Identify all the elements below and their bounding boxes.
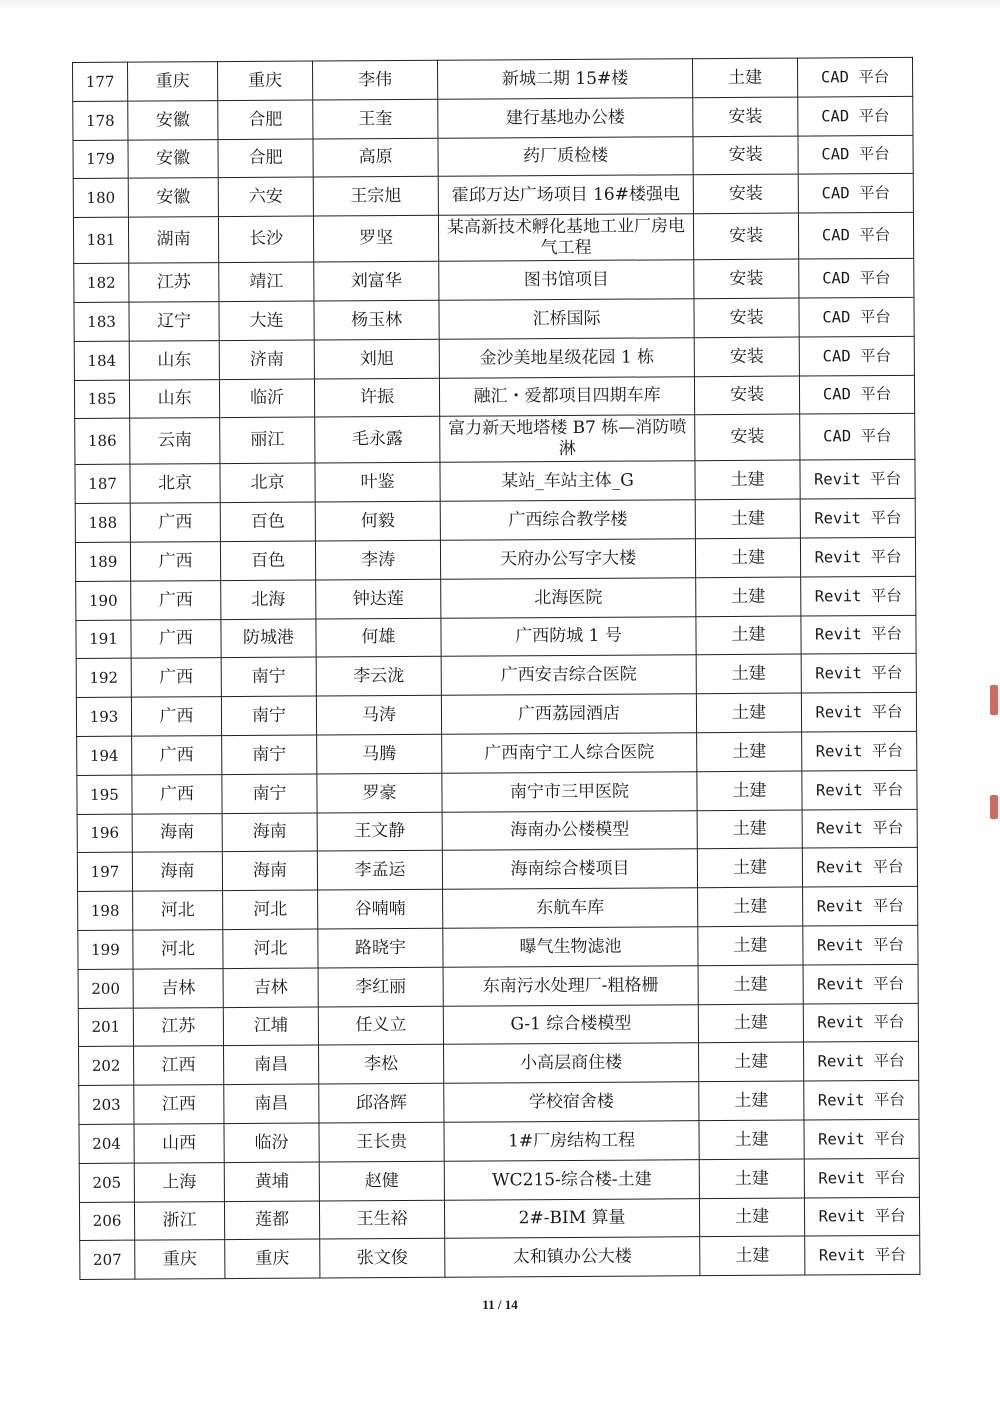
discipline-cell: 安装: [693, 97, 798, 136]
person-name-cell: 李云泷: [316, 657, 441, 697]
platform-cell: Revit 平台: [804, 1158, 919, 1197]
city-cell: 大连: [219, 301, 314, 340]
row-number-cell: 185: [74, 380, 129, 419]
province-cell: 江西: [134, 1085, 224, 1124]
discipline-cell: 土建: [699, 1159, 804, 1198]
city-cell: 防城港: [221, 619, 316, 658]
platform-cell: CAD 平台: [799, 336, 914, 375]
platform-cell: Revit 平台: [801, 693, 916, 732]
discipline-cell: 土建: [697, 810, 802, 849]
table-row: [77, 848, 917, 892]
discipline-cell: 土建: [695, 460, 800, 499]
table-row: [74, 336, 914, 380]
row-number-cell: 206: [79, 1202, 134, 1241]
project-name-cell: 南宁市三甲医院: [442, 771, 697, 811]
platform-cell: CAD 平台: [799, 297, 914, 336]
row-number-cell: 187: [75, 465, 130, 504]
province-cell: 河北: [133, 930, 223, 969]
person-name-cell: 王宗旭: [313, 177, 438, 217]
project-name-cell: 东南污水处理厂-粗格栅: [443, 965, 698, 1005]
project-name-cell: 海南综合楼项目: [442, 849, 697, 889]
city-cell: 重庆: [225, 1239, 320, 1278]
discipline-cell: 土建: [699, 1081, 804, 1120]
project-name-cell: 广西荔园酒店: [441, 694, 696, 734]
row-number-cell: 198: [78, 891, 133, 930]
table-row: [75, 499, 915, 543]
person-name-cell: 罗坚: [313, 215, 438, 262]
row-number-cell: 197: [77, 852, 132, 891]
project-name-cell: 图书馆项目: [439, 260, 694, 300]
row-number-cell: 202: [79, 1046, 134, 1085]
discipline-cell: 土建: [698, 926, 803, 965]
row-number-cell: 180: [73, 179, 128, 218]
province-cell: 安徽: [128, 178, 218, 217]
discipline-cell: 土建: [698, 887, 803, 926]
project-name-cell: 广西综合教学楼: [440, 500, 695, 540]
city-cell: 临汾: [224, 1123, 319, 1162]
row-number-cell: 192: [76, 659, 131, 698]
table-row: [77, 770, 917, 814]
province-cell: 山西: [134, 1124, 224, 1163]
city-cell: 南宁: [222, 774, 317, 813]
table-row: [78, 886, 918, 930]
platform-cell: CAD 平台: [797, 57, 912, 96]
row-number-cell: 191: [76, 620, 131, 659]
row-number-cell: 195: [77, 775, 132, 814]
project-name-cell: 北海医院: [441, 577, 696, 617]
table-row: [73, 174, 913, 218]
person-name-cell: 李松: [319, 1045, 444, 1085]
person-name-cell: 马腾: [317, 734, 442, 774]
project-name-cell: 融汇・爱都项目四期车库: [439, 376, 694, 416]
row-number-cell: 189: [75, 542, 130, 581]
platform-cell: CAD 平台: [799, 375, 914, 414]
person-name-cell: 刘旭: [314, 339, 439, 379]
platform-cell: Revit 平台: [800, 537, 915, 576]
person-name-cell: 毛永露: [315, 417, 440, 464]
city-cell: 江埔: [223, 1007, 318, 1046]
platform-cell: Revit 平台: [802, 731, 917, 770]
city-cell: 重庆: [218, 61, 313, 100]
discipline-cell: 安装: [695, 414, 800, 461]
province-cell: 广西: [132, 736, 222, 775]
platform-cell: CAD 平台: [799, 259, 914, 298]
person-name-cell: 刘富华: [314, 261, 439, 301]
row-number-cell: 205: [79, 1163, 134, 1202]
platform-cell: CAD 平台: [798, 213, 913, 260]
discipline-cell: 土建: [695, 499, 800, 538]
row-number-cell: 207: [80, 1240, 135, 1279]
province-cell: 海南: [132, 852, 222, 891]
person-name-cell: 王长贵: [319, 1122, 444, 1162]
city-cell: 海南: [222, 851, 317, 890]
city-cell: 北海: [221, 580, 316, 619]
province-cell: 北京: [130, 464, 220, 503]
person-name-cell: 钟达莲: [316, 579, 441, 619]
row-number-cell: 196: [77, 814, 132, 853]
person-name-cell: 李伟: [312, 60, 437, 100]
city-cell: 南昌: [224, 1045, 319, 1084]
province-cell: 云南: [130, 418, 220, 465]
table-row: [79, 1158, 919, 1202]
discipline-cell: 土建: [695, 538, 800, 577]
city-cell: 莲都: [224, 1201, 319, 1240]
province-cell: 山东: [129, 340, 219, 379]
row-number-cell: 203: [79, 1085, 134, 1124]
project-name-cell: 某高新技术孵化基地工业厂房电气工程: [438, 214, 693, 262]
row-number-cell: 201: [78, 1008, 133, 1047]
city-cell: 长沙: [218, 216, 313, 263]
table-row: [73, 213, 913, 264]
province-cell: 安徽: [128, 139, 218, 178]
discipline-cell: 安装: [694, 337, 799, 376]
province-cell: 河北: [133, 891, 223, 930]
person-name-cell: 邱洛辉: [319, 1083, 444, 1123]
platform-cell: Revit 平台: [805, 1236, 920, 1275]
project-name-cell: 东航车库: [443, 888, 698, 928]
row-number-cell: 178: [73, 101, 128, 140]
discipline-cell: 土建: [700, 1236, 805, 1275]
discipline-cell: 土建: [699, 1042, 804, 1081]
table-row: [76, 654, 916, 698]
project-name-cell: G-1 综合楼模型: [443, 1004, 698, 1044]
row-number-cell: 184: [74, 341, 129, 380]
row-number-cell: 200: [78, 969, 133, 1008]
person-name-cell: 李涛: [315, 540, 440, 580]
city-cell: 靖江: [219, 262, 314, 301]
row-number-cell: 182: [74, 263, 129, 302]
row-number-cell: 179: [73, 140, 128, 179]
city-cell: 合肥: [218, 100, 313, 139]
project-name-cell: 药厂质检楼: [438, 136, 693, 176]
discipline-cell: 安装: [694, 376, 799, 415]
project-name-cell: 建行基地办公楼: [438, 98, 693, 138]
row-number-cell: 186: [75, 419, 130, 465]
province-cell: 浙江: [134, 1201, 224, 1240]
project-name-cell: 太和镇办公大楼: [445, 1237, 700, 1277]
province-cell: 广西: [132, 774, 222, 813]
table-row: [73, 96, 913, 140]
platform-cell: Revit 平台: [800, 499, 915, 538]
table-row: [73, 57, 913, 101]
table-row: [79, 1042, 919, 1086]
discipline-cell: 土建: [699, 1198, 804, 1237]
platform-cell: Revit 平台: [801, 615, 916, 654]
discipline-cell: 土建: [697, 732, 802, 771]
person-name-cell: 谷喃喃: [318, 889, 443, 929]
project-name-cell: WC215-综合楼-土建: [444, 1159, 699, 1199]
project-name-cell: 富力新天地塔楼 B7 栋—消防喷淋: [440, 415, 695, 463]
row-number-cell: 177: [73, 62, 128, 101]
city-cell: 南宁: [221, 696, 316, 735]
person-name-cell: 马涛: [316, 695, 441, 735]
city-cell: 济南: [219, 340, 314, 379]
platform-cell: Revit 平台: [802, 770, 917, 809]
project-name-cell: 广西安吉综合医院: [441, 655, 696, 695]
province-cell: 山东: [129, 379, 219, 418]
city-cell: 南宁: [221, 657, 316, 696]
province-cell: 江苏: [133, 1007, 223, 1046]
discipline-cell: 安装: [694, 298, 799, 337]
province-cell: 广西: [131, 697, 221, 736]
table-row: [77, 809, 917, 853]
city-cell: 南昌: [224, 1084, 319, 1123]
platform-cell: CAD 平台: [798, 174, 913, 213]
row-number-cell: 194: [77, 736, 132, 775]
project-name-cell: 小高层商住楼: [444, 1043, 699, 1083]
city-cell: 吉林: [223, 968, 318, 1007]
scan-red-mark: [990, 795, 998, 819]
table-row: [78, 964, 918, 1008]
table-row: [75, 460, 915, 504]
province-cell: 广西: [130, 542, 220, 581]
project-name-cell: 2#-BIM 算量: [444, 1198, 699, 1238]
project-name-cell: 学校宿舍楼: [444, 1082, 699, 1122]
discipline-cell: 安装: [693, 174, 798, 213]
person-name-cell: 罗豪: [317, 773, 442, 813]
platform-cell: Revit 平台: [803, 1003, 918, 1042]
discipline-cell: 安装: [693, 213, 798, 260]
project-name-cell: 广西南宁工人综合医院: [442, 733, 697, 773]
city-cell: 临沂: [219, 379, 314, 418]
project-name-cell: 新城二期 15#楼: [437, 59, 692, 99]
province-cell: 广西: [131, 658, 221, 697]
table-row: [74, 259, 914, 303]
project-name-cell: 曝气生物滤池: [443, 927, 698, 967]
discipline-cell: 安装: [693, 136, 798, 175]
page-number: 11 / 14: [482, 1297, 518, 1312]
table-row: [73, 135, 913, 179]
province-cell: 吉林: [133, 968, 223, 1007]
person-name-cell: 杨玉林: [314, 300, 439, 340]
table-row: [79, 1119, 919, 1163]
scan-edge: [0, 0, 1000, 10]
province-cell: 安徽: [128, 100, 218, 139]
city-cell: 六安: [218, 177, 313, 216]
platform-cell: Revit 平台: [802, 848, 917, 887]
city-cell: 海南: [222, 813, 317, 852]
table-row: [75, 414, 915, 465]
table-row: [75, 537, 915, 581]
row-number-cell: 183: [74, 302, 129, 341]
table-row: [76, 693, 916, 737]
province-cell: 湖南: [128, 217, 218, 264]
person-name-cell: 许振: [314, 378, 439, 418]
table-row: [79, 1197, 919, 1241]
platform-cell: Revit 平台: [800, 460, 915, 499]
project-table: [72, 57, 920, 1280]
discipline-cell: 土建: [698, 1004, 803, 1043]
table-row: [74, 375, 914, 419]
platform-cell: Revit 平台: [803, 886, 918, 925]
city-cell: 百色: [220, 541, 315, 580]
project-name-cell: 天府办公写字大楼: [440, 539, 695, 579]
project-name-cell: 广西防城 1 号: [441, 616, 696, 656]
province-cell: 江苏: [129, 263, 219, 302]
table-row: [76, 576, 916, 620]
discipline-cell: 土建: [698, 965, 803, 1004]
project-name-cell: 霍邱万达广场项目 16#楼强电: [438, 175, 693, 215]
row-number-cell: 199: [78, 930, 133, 969]
platform-cell: Revit 平台: [804, 1080, 919, 1119]
row-number-cell: 204: [79, 1124, 134, 1163]
platform-cell: Revit 平台: [804, 1197, 919, 1236]
table-row: [76, 615, 916, 659]
platform-cell: CAD 平台: [798, 96, 913, 135]
row-number-cell: 181: [73, 217, 128, 263]
province-cell: 广西: [131, 580, 221, 619]
scan-red-mark: [990, 685, 998, 715]
person-name-cell: 张文俊: [320, 1239, 445, 1279]
discipline-cell: 土建: [692, 58, 797, 97]
city-cell: 河北: [223, 890, 318, 929]
person-name-cell: 李红丽: [318, 967, 443, 1007]
table-row: [80, 1236, 920, 1280]
project-name-cell: 海南办公楼模型: [442, 810, 697, 850]
table-row: [78, 1003, 918, 1047]
city-cell: 河北: [223, 929, 318, 968]
row-number-cell: 188: [75, 503, 130, 542]
province-cell: 上海: [134, 1162, 224, 1201]
platform-cell: Revit 平台: [803, 964, 918, 1003]
person-name-cell: 高原: [313, 138, 438, 178]
person-name-cell: 路晓宇: [318, 928, 443, 968]
province-cell: 重庆: [128, 62, 218, 101]
province-cell: 广西: [131, 619, 221, 658]
person-name-cell: 任义立: [318, 1006, 443, 1046]
table-row: [79, 1080, 919, 1124]
discipline-cell: 土建: [699, 1120, 804, 1159]
city-cell: 南宁: [222, 735, 317, 774]
platform-cell: Revit 平台: [802, 809, 917, 848]
city-cell: 丽江: [220, 417, 315, 464]
discipline-cell: 土建: [697, 771, 802, 810]
discipline-cell: 土建: [696, 577, 801, 616]
project-name-cell: 汇桥国际: [439, 299, 694, 339]
province-cell: 江西: [134, 1046, 224, 1085]
table-row: [78, 925, 918, 969]
platform-cell: Revit 平台: [804, 1042, 919, 1081]
project-name-cell: 1#厂房结构工程: [444, 1121, 699, 1161]
province-cell: 重庆: [135, 1240, 225, 1279]
person-name-cell: 李孟运: [317, 851, 442, 891]
province-cell: 广西: [130, 503, 220, 542]
discipline-cell: 土建: [696, 654, 801, 693]
platform-cell: Revit 平台: [801, 576, 916, 615]
city-cell: 北京: [220, 463, 315, 502]
person-name-cell: 赵健: [319, 1161, 444, 1201]
project-name-cell: 金沙美地星级花园 1 栋: [439, 337, 694, 377]
platform-cell: CAD 平台: [798, 135, 913, 174]
province-cell: 海南: [132, 813, 222, 852]
person-name-cell: 何雄: [316, 618, 441, 658]
city-cell: 合肥: [218, 139, 313, 178]
province-cell: 辽宁: [129, 302, 219, 341]
person-name-cell: 王文静: [317, 812, 442, 852]
platform-cell: Revit 平台: [801, 654, 916, 693]
person-name-cell: 王生裕: [319, 1200, 444, 1240]
platform-cell: Revit 平台: [803, 925, 918, 964]
row-number-cell: 190: [76, 581, 131, 620]
discipline-cell: 安装: [694, 259, 799, 298]
table-row: [74, 297, 914, 341]
person-name-cell: 何毅: [315, 501, 440, 541]
discipline-cell: 土建: [696, 693, 801, 732]
city-cell: 黄埔: [224, 1162, 319, 1201]
person-name-cell: 王奎: [313, 99, 438, 139]
row-number-cell: 193: [76, 697, 131, 736]
platform-cell: CAD 平台: [800, 414, 915, 461]
discipline-cell: 土建: [696, 616, 801, 655]
discipline-cell: 土建: [697, 848, 802, 887]
project-name-cell: 某站_车站主体_G: [440, 461, 695, 501]
table-row: [77, 731, 917, 775]
city-cell: 百色: [220, 502, 315, 541]
platform-cell: Revit 平台: [804, 1119, 919, 1158]
person-name-cell: 叶鉴: [315, 463, 440, 503]
